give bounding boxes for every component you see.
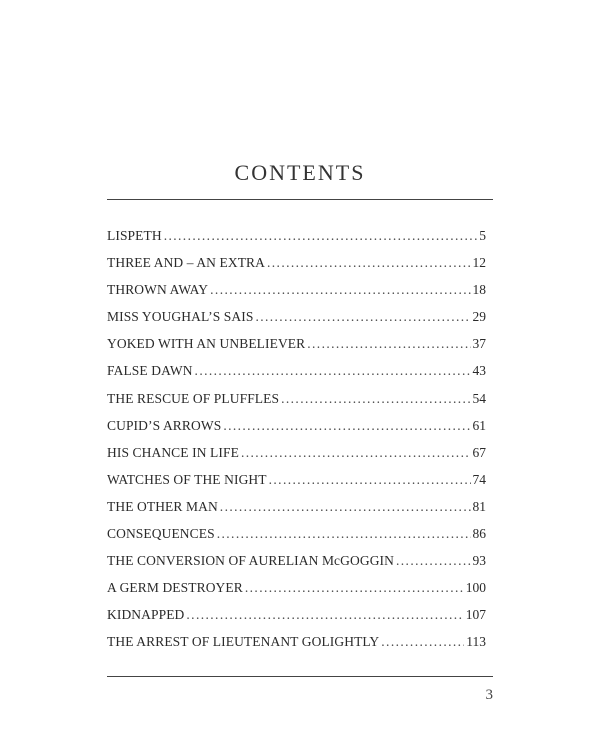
toc-entry-page: 54: [472, 390, 486, 406]
toc-entry-title: THE ARREST OF LIEUTENANT GOLIGHTLY: [107, 634, 380, 650]
toc-entry-page: 29: [472, 309, 486, 325]
page-number: 3: [485, 687, 493, 703]
contents-heading: CONTENTS: [234, 160, 366, 185]
toc-entry-page: 67: [472, 444, 486, 460]
toc-entry: [107, 628, 486, 655]
toc-entry: [107, 357, 486, 384]
toc-entry: [107, 520, 486, 547]
dot-leader: [281, 385, 470, 412]
toc-entry-title: LISPETH: [107, 228, 162, 243]
toc-entry: [107, 601, 486, 628]
toc-entry-page: 100: [465, 580, 486, 596]
dot-leader: [223, 412, 470, 439]
toc-entry-page: 86: [472, 526, 486, 542]
dot-leader: [195, 357, 471, 384]
toc-entry-page: 81: [472, 498, 486, 514]
toc-entry-page: 12: [472, 255, 486, 271]
toc-entry-page: 93: [472, 553, 486, 569]
toc-entry-title: HIS CHANCE IN LIFE: [107, 444, 239, 460]
dot-leader: [186, 601, 463, 628]
toc-entry: [107, 276, 486, 303]
toc-entry-page: 18: [472, 282, 486, 298]
dot-leader: [396, 547, 471, 574]
bottom-rule: [107, 676, 493, 677]
dot-leader: [267, 249, 471, 276]
toc-entry-title: A GERM DESTROYER: [107, 580, 243, 596]
toc-entry-title: WATCHES OF THE NIGHT: [107, 471, 267, 487]
toc-entry: [107, 330, 486, 357]
toc-entry-title: KIDNAPPED: [107, 607, 185, 623]
toc-entry-title: THE OTHER MAN: [107, 498, 218, 514]
dot-leader: [210, 276, 470, 303]
toc-entry: [107, 303, 486, 330]
toc-entry: [107, 385, 486, 412]
toc-entry-title: THE CONVERSION OF AURELIAN McGOGGIN: [107, 553, 394, 569]
table-of-contents: [107, 222, 486, 656]
toc-entry-title: THREE AND – AN EXTRA: [107, 255, 265, 271]
toc-entry-page: 107: [465, 607, 486, 623]
dot-leader: [217, 520, 471, 547]
toc-entry-title: CONSEQUENCES: [107, 526, 215, 542]
dot-leader: [255, 303, 470, 330]
toc-entry-title: FALSE DAWN: [107, 363, 193, 379]
toc-entry-page: 37: [472, 336, 486, 352]
dot-leader: [381, 628, 464, 655]
toc-entry-title: THE RESCUE OF PLUFFLES: [107, 390, 280, 406]
toc-entry-title: YOKED WITH AN UNBELIEVER: [107, 336, 306, 352]
toc-entry: [107, 412, 486, 439]
toc-entry: [107, 249, 486, 276]
dot-leader: [269, 466, 471, 493]
toc-entry-page: 43: [472, 363, 486, 379]
dot-leader: [307, 330, 470, 357]
toc-entry: [107, 574, 486, 601]
toc-entry-title: THROWN AWAY: [107, 282, 209, 298]
toc-entry-title: MISS YOUGHAL’S SAIS: [107, 309, 254, 325]
toc-entry-page: 61: [472, 417, 486, 433]
dot-leader: [164, 222, 478, 249]
dot-leader: [220, 493, 471, 520]
toc-entry: [107, 439, 486, 466]
toc-entry: [107, 547, 486, 574]
dot-leader: [241, 439, 471, 466]
toc-entry-page: 5: [479, 228, 486, 243]
toc-entry: [107, 222, 486, 249]
toc-entry-page: 113: [466, 634, 486, 650]
dot-leader: [245, 574, 464, 601]
top-rule: [107, 199, 493, 200]
toc-entry-page: 74: [472, 471, 486, 487]
toc-entry-title: CUPID’S ARROWS: [107, 417, 222, 433]
toc-entry: [107, 466, 486, 493]
toc-entry: [107, 493, 486, 520]
